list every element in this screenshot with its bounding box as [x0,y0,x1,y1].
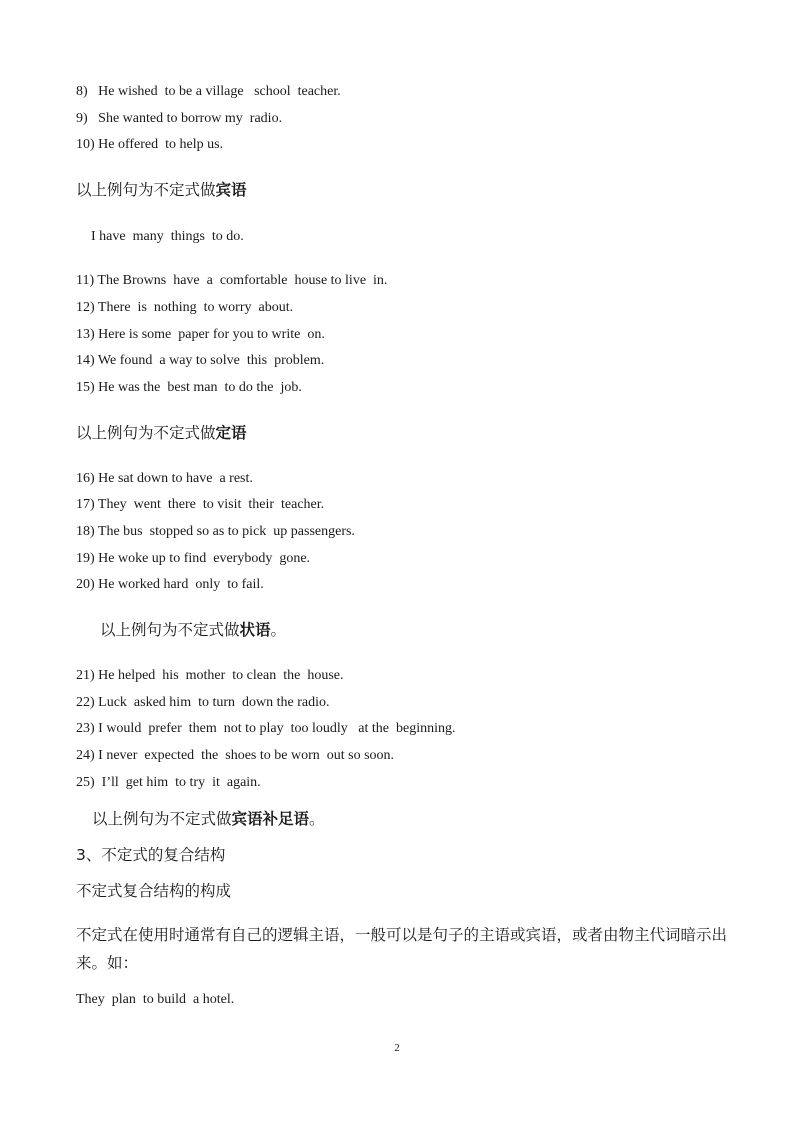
example-sentence-18: 18) The bus stopped so as to pick up passengers. [76,524,355,539]
example-sentence-23: 23) I would prefer them not to play too loudly at the beginning. [76,721,456,736]
example-sentence-19: 19) He woke up to find everybody gone. [76,551,311,566]
note-adverbial: 以上例句为不定式做状语。 [100,621,287,639]
example-sentence-12: 12) There is nothing to worry about. [76,300,294,315]
example-sentence-10: 10) He offered to help us. [76,137,224,152]
note-object: 以上例句为不定式做宾语 [76,181,247,199]
example-sentence-11: 11) The Browns have a comfortable house to live in. [76,273,388,288]
example-sentence-13: 13) Here is some paper for you to write on. [76,327,325,342]
example-sentence-17: 17) They went there to visit their teacher. [76,497,325,512]
attributive-intro-sentence: I have many things to do. [91,229,244,244]
example-sentence-8: 8) He wished to be a village school teacher. [76,84,341,99]
example-sentence-25: 25) I’ll get him to try it again. [76,775,261,790]
example-sentence-20: 20) He worked hard only to fail. [76,577,264,592]
example-sentence-21: 21) He helped his mother to clean the house. [76,668,344,683]
body-paragraph: 不定式在使用时通常有自己的逻辑主语，一般可以是句子的主语或宾语，或者由物主代词暗示出来。如： [76,926,728,972]
example-sentence-9: 9) She wanted to borrow my radio. [76,111,283,126]
example-sentence-14: 14) We found a way to solve this problem. [76,353,325,368]
page-number: 2 [394,1042,400,1054]
subheading: 不定式复合结构的构成 [76,882,232,900]
example-sentence-22: 22) Luck asked him to turn down the radio. [76,695,330,710]
note-complement: 以上例句为不定式做宾语补足语。 [92,810,325,828]
note-attributive: 以上例句为不定式做定语 [76,424,247,442]
example-sentence-15: 15) He was the best man to do the job. [76,380,302,395]
example-sentence-24: 24) I never expected the shoes to be worn out so soon. [76,748,395,763]
example-sentence-16: 16) He sat down to have a rest. [76,471,253,486]
section-heading: 3、不定式的复合结构 [76,846,226,864]
example-sentence-hotel: They plan to build a hotel. [76,992,235,1007]
